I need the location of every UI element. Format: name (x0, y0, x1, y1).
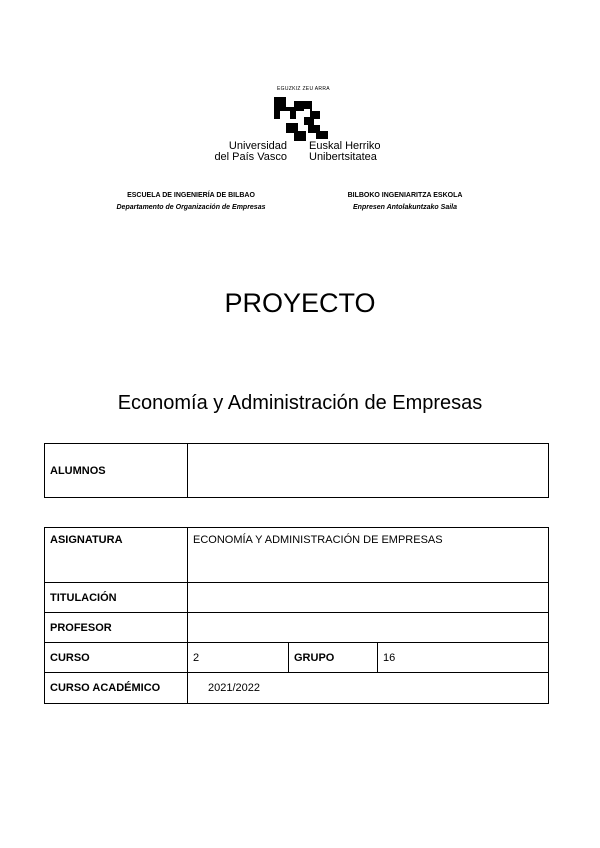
students-value[interactable] (188, 444, 549, 498)
asignatura-label: ASIGNATURA (45, 528, 188, 583)
curso-label: CURSO (45, 643, 188, 673)
university-name-es: Universidad del País Vasco (214, 140, 287, 163)
titulacion-label: TITULACIÓN (45, 583, 188, 613)
curso-academico-value[interactable]: 2021/2022 (188, 673, 549, 704)
curso-value[interactable]: 2 (188, 643, 289, 673)
school-info-es (96, 190, 286, 214)
curso-academico-label: CURSO ACADÉMICO (45, 673, 188, 704)
page-title: PROYECTO (224, 288, 376, 318)
department-name-eu: Enpresen Antolakuntzako Saila (353, 204, 457, 211)
details-table (44, 527, 549, 704)
titulacion-value[interactable] (188, 583, 549, 613)
page-subtitle: Economía y Administración de Empresas (117, 392, 483, 414)
university-name-eu: Euskal Herriko Unibertsitatea (309, 140, 381, 163)
department-name-es: Departamento de Organización de Empresas (116, 204, 266, 211)
ehu-tree-logo-icon (270, 95, 332, 141)
grupo-label: GRUPO (289, 643, 378, 673)
profesor-label: PROFESOR (45, 613, 188, 643)
school-name-es: ESCUELA DE INGENIERÍA DE BILBAO (127, 192, 255, 199)
asignatura-value[interactable]: ECONOMÍA Y ADMINISTRACIÓN DE EMPRESAS (188, 528, 549, 583)
profesor-value[interactable] (188, 613, 549, 643)
school-info-eu (310, 190, 500, 214)
students-label: ALUMNOS (45, 444, 188, 498)
grupo-value[interactable]: 16 (378, 643, 549, 673)
students-table (44, 443, 549, 498)
logo-motto: EGUZKIZ ZEU ARRA (277, 86, 330, 92)
school-name-eu: BILBOKO INGENIARITZA ESKOLA (347, 192, 463, 199)
